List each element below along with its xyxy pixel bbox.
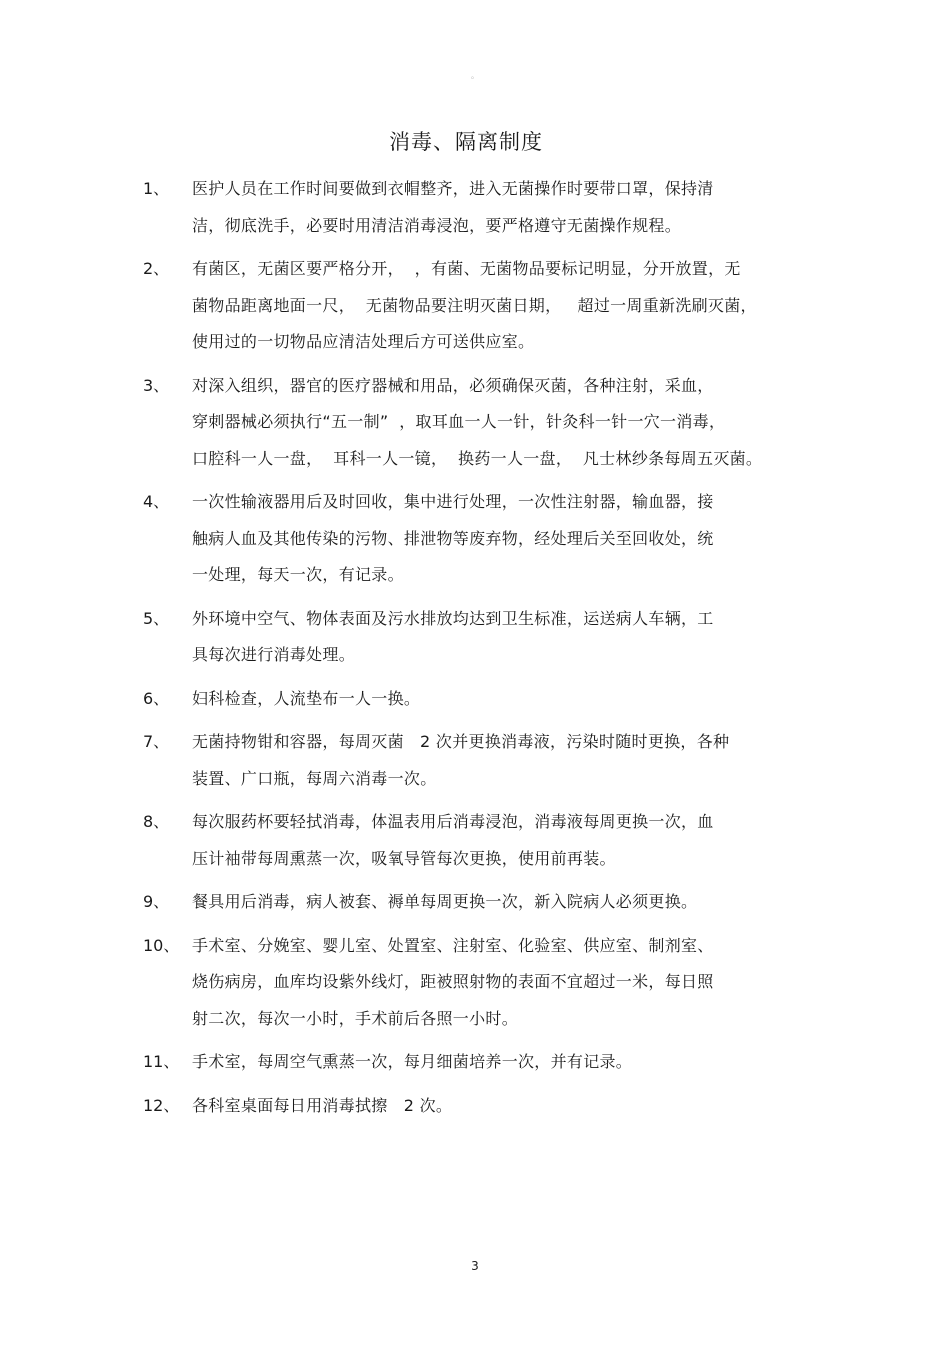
item-text bbox=[192, 484, 832, 594]
item-text-line: 各科室桌面每日用消毒拭擦 2 次。 bbox=[192, 1095, 453, 1115]
item-text-line: 使用过的一切物品应清洁处理后方可送供应室。 bbox=[192, 332, 535, 351]
list-item bbox=[0, 251, 950, 361]
item-text bbox=[192, 724, 832, 797]
item-text-line: 有菌区，无菌区要严格分开， ，有菌、无菌物品要标记明显，分开放置，无 bbox=[192, 259, 741, 278]
item-number: 2、 bbox=[143, 259, 170, 278]
item-number: 3、 bbox=[143, 375, 170, 395]
item-text-line: 洁，彻底洗手，必要时用清洁消毒浸泡，要严格遵守无菌操作规程。 bbox=[192, 215, 682, 235]
item-text bbox=[192, 928, 832, 1038]
list-item bbox=[0, 1088, 950, 1125]
item-text-line: 手术室、分娩室、婴儿室、处置室、注射室、化验室、供应室、制剂室、 bbox=[192, 935, 714, 955]
item-text-line: 无菌持物钳和容器，每周灭菌 2 次并更换消毒液，污染时随时更换，各种 bbox=[192, 732, 730, 751]
item-number: 5、 bbox=[143, 608, 170, 628]
item-number: 11、 bbox=[143, 1052, 180, 1071]
item-text-line: 手术室，每周空气熏蒸一次，每月细菌培养一次，并有记录。 bbox=[192, 1052, 633, 1071]
item-text-line: 触病人血及其他传染的污物、排泄物等废弃物，经处理后关至回收处，统 bbox=[192, 528, 714, 548]
list-item bbox=[0, 601, 950, 674]
item-number: 4、 bbox=[143, 492, 170, 511]
item-text bbox=[192, 681, 832, 718]
list-item bbox=[0, 171, 950, 244]
item-text bbox=[192, 368, 832, 478]
item-text-line: 对深入组织，器官的医疗器械和用品，必须确保灭菌，各种注射，采血， bbox=[192, 375, 714, 395]
item-text bbox=[192, 171, 832, 244]
item-text-line: 装置、广口瓶，每周六消毒一次。 bbox=[192, 768, 437, 788]
item-number: 6、 bbox=[143, 688, 170, 708]
item-number: 7、 bbox=[143, 732, 170, 751]
list-item bbox=[0, 928, 950, 1038]
page-title: 消毒、隔离制度 bbox=[389, 130, 543, 154]
header-mark: 。 bbox=[471, 71, 479, 80]
item-text-line: 压计袖带每周熏蒸一次，吸氧导管每次更换，使用前再装。 bbox=[192, 848, 616, 868]
list-item bbox=[0, 804, 950, 877]
list-item bbox=[0, 368, 950, 478]
item-number: 10、 bbox=[143, 935, 180, 955]
item-number: 9、 bbox=[143, 892, 170, 911]
item-number: 1、 bbox=[143, 179, 170, 198]
item-text bbox=[192, 884, 832, 921]
item-text-line: 外环境中空气、物体表面及污水排放均达到卫生标准，运送病人车辆，工 bbox=[192, 608, 714, 628]
item-number: 12、 bbox=[143, 1095, 180, 1115]
item-text-line: 一处理，每天一次，有记录。 bbox=[192, 565, 404, 584]
item-text bbox=[192, 601, 832, 674]
list-item bbox=[0, 1044, 950, 1081]
item-text bbox=[192, 804, 832, 877]
item-text-line: 餐具用后消毒，病人被套、褥单每周更换一次，新入院病人必须更换。 bbox=[192, 892, 698, 911]
item-text-line: 射二次，每次一小时，手术前后各照一小时。 bbox=[192, 1008, 519, 1028]
item-number: 8、 bbox=[143, 812, 170, 831]
item-text-line: 一次性输液器用后及时回收，集中进行处理，一次性注射器，输血器，接 bbox=[192, 492, 714, 511]
item-text-line: 每次服药杯要轻拭消毒，体温表用后消毒浸泡，消毒液每周更换一次，血 bbox=[192, 812, 714, 831]
list-item bbox=[0, 724, 950, 797]
list-item bbox=[0, 884, 950, 921]
list-item bbox=[0, 484, 950, 594]
regulation-list bbox=[0, 171, 950, 1131]
item-text-line: 具每次进行消毒处理。 bbox=[192, 645, 356, 664]
item-text bbox=[192, 251, 832, 361]
item-text-line: 妇科检查，人流垫布一人一换。 bbox=[192, 688, 421, 708]
page-number: 3 bbox=[471, 1259, 479, 1273]
item-text-line: 穿刺器械必须执行“五一制” ，取耳血一人一针，针灸科一针一穴一消毒， bbox=[192, 412, 726, 431]
item-text bbox=[192, 1044, 832, 1081]
item-text-line: 口腔科一人一盘， 耳科一人一镜， 换药一人一盘， 凡士林纱条每周五灭菌。 bbox=[192, 448, 763, 468]
list-item bbox=[0, 681, 950, 718]
item-text-line: 烧伤病房，血库均设紫外线灯，距被照射物的表面不宜超过一米，每日照 bbox=[192, 972, 714, 991]
item-text-line: 医护人员在工作时间要做到衣帽整齐，进入无菌操作时要带口罩，保持清 bbox=[192, 179, 714, 198]
item-text-line: 菌物品距离地面一尺， 无菌物品要注明灭菌日期， 超过一周重新洗刷灭菌， bbox=[192, 295, 757, 315]
item-text bbox=[192, 1088, 832, 1125]
